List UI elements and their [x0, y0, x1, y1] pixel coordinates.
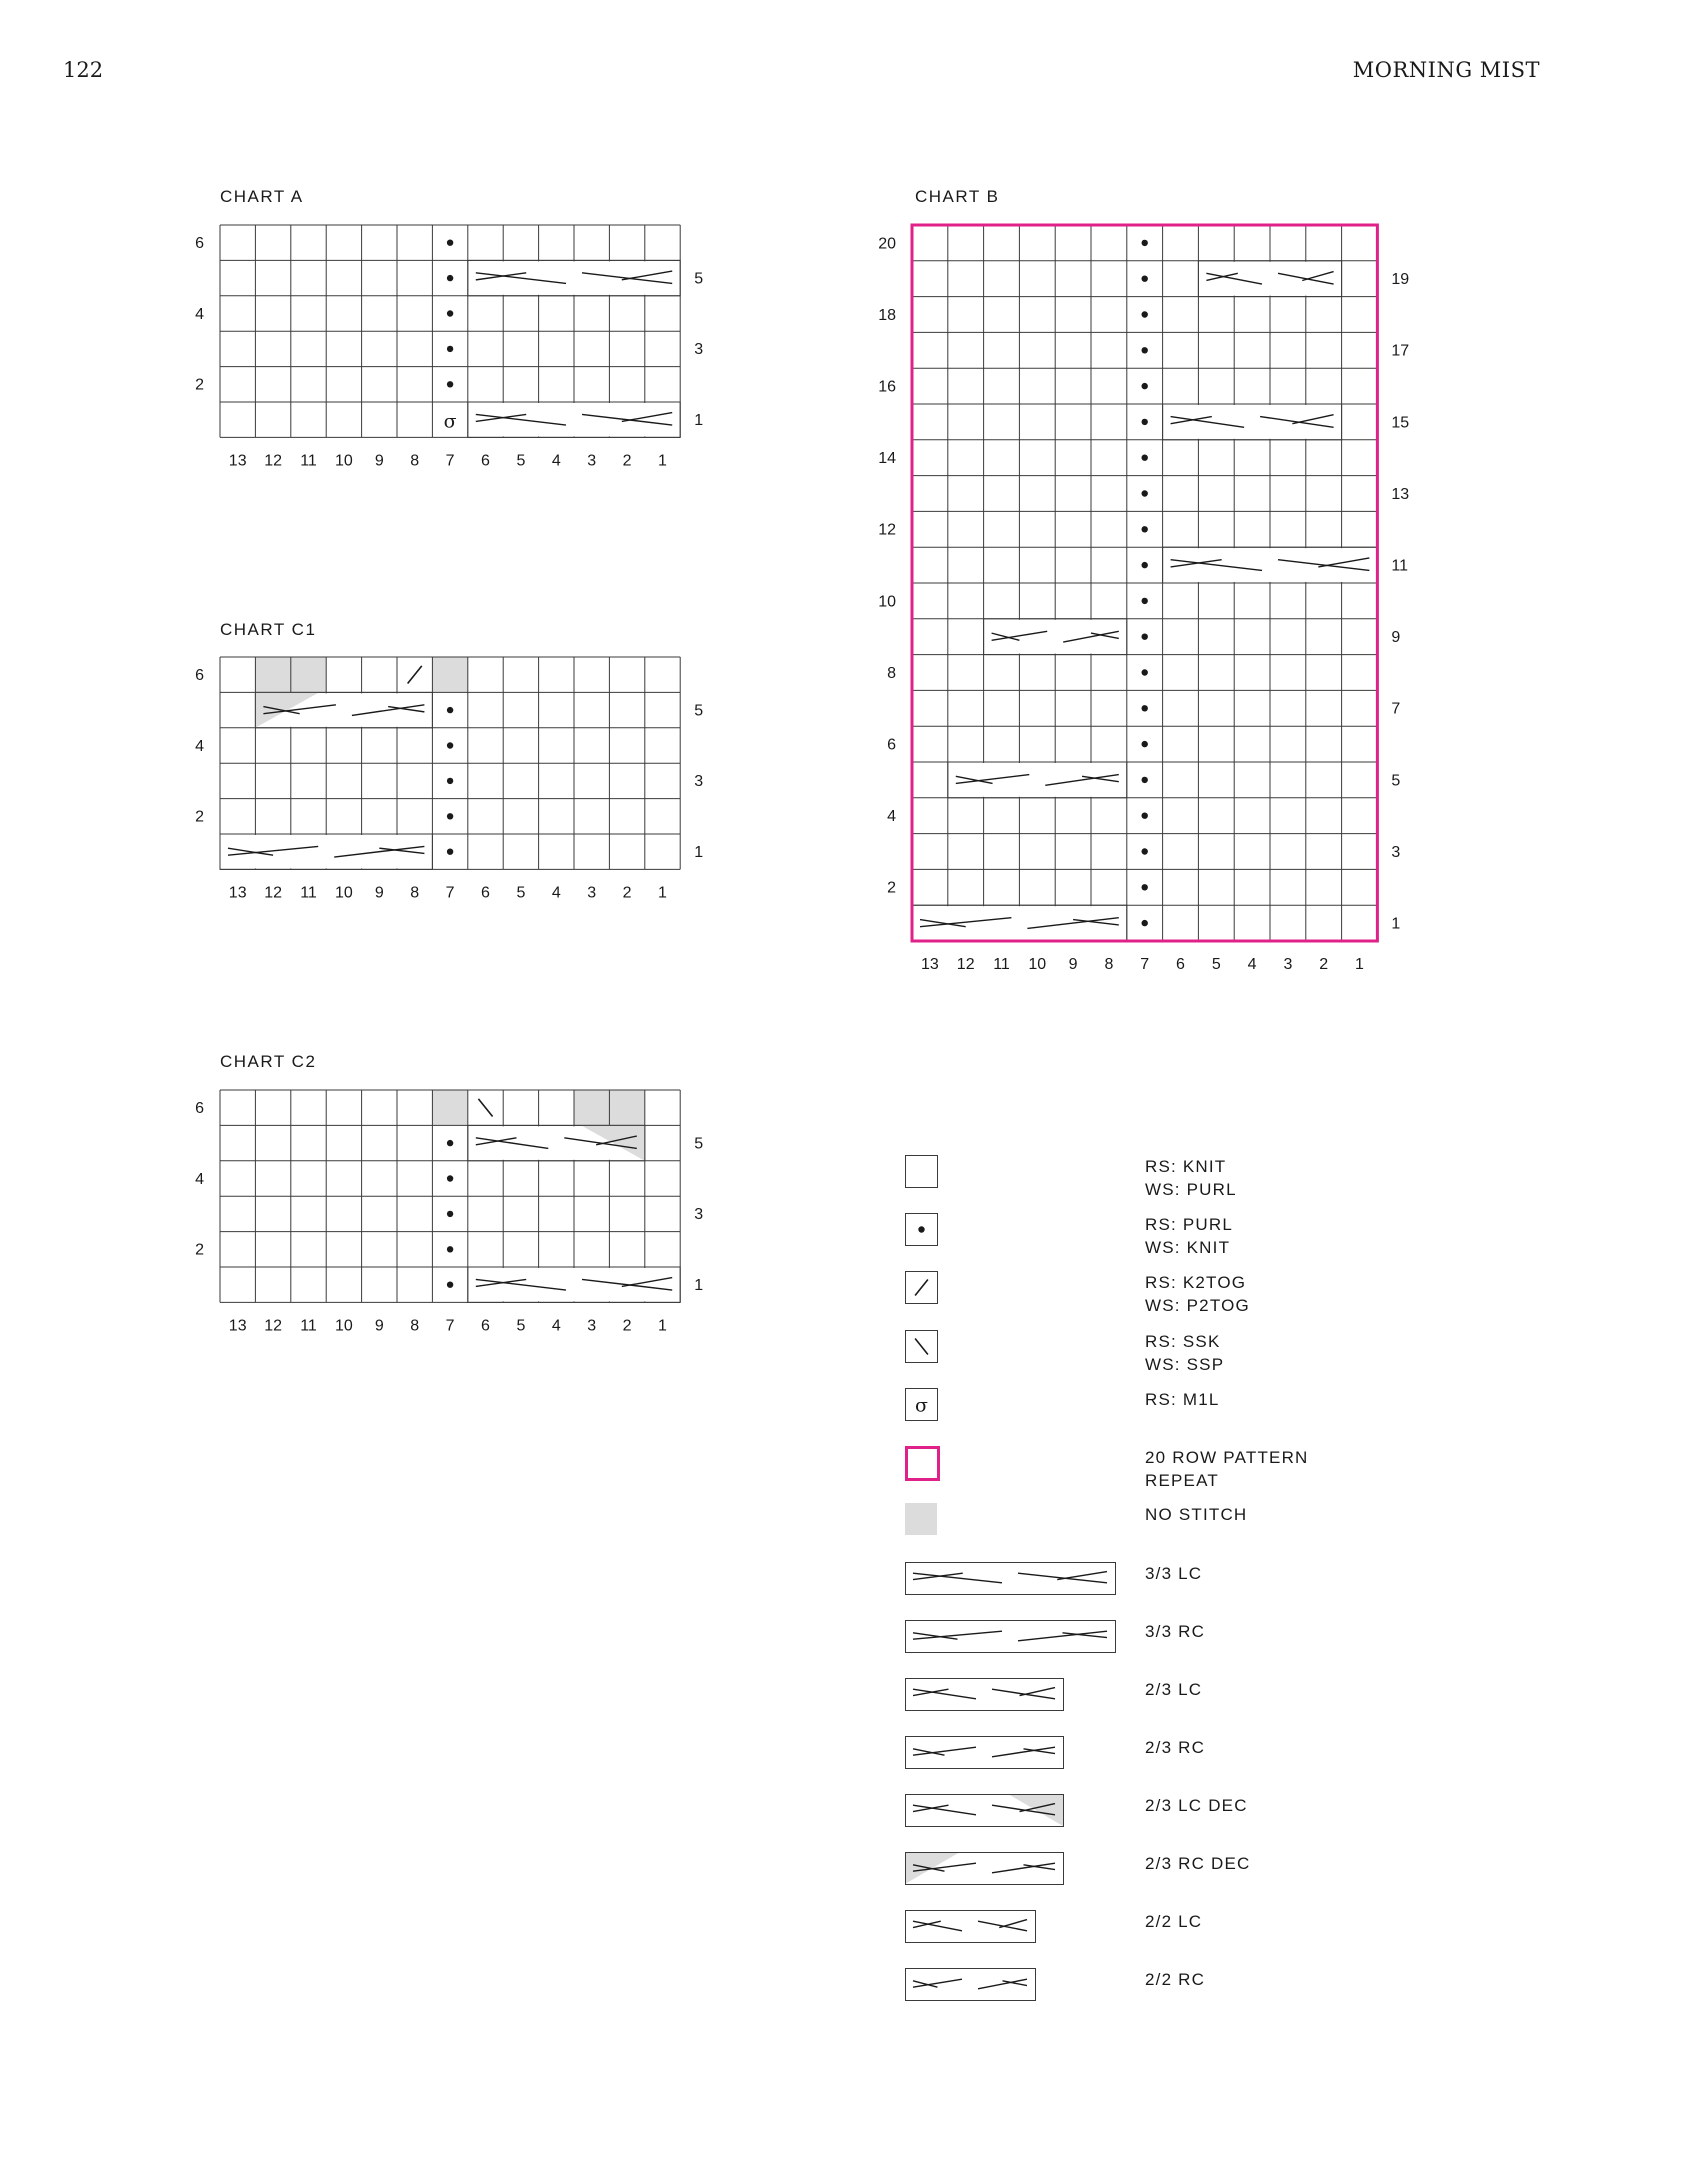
legend-item — [905, 1562, 1405, 1620]
column-label: 11 — [993, 956, 1010, 973]
column-label: 13 — [228, 1317, 247, 1335]
column-label: 11 — [300, 884, 317, 902]
legend-symbol — [905, 1794, 1125, 1834]
legend-label: 2/3 RC — [1145, 1738, 1206, 1757]
purl-dot — [918, 1226, 924, 1232]
column-label: 4 — [1247, 956, 1257, 973]
legend-label: 2/2 LC — [1145, 1912, 1203, 1931]
row-label-right: 1 — [694, 844, 704, 862]
purl-dot — [1142, 311, 1148, 317]
legend-label: 2/2 RC — [1145, 1970, 1206, 1989]
legend-symbol — [905, 1678, 1125, 1718]
dec-shading — [905, 1852, 960, 1884]
purl-dot — [1142, 347, 1148, 353]
column-label: 2 — [622, 884, 632, 902]
cable-box — [906, 1911, 1036, 1943]
legend-item — [905, 1155, 1405, 1213]
legend-symbol — [905, 1620, 1125, 1660]
row-label-right: 1 — [1391, 915, 1401, 933]
purl-dot — [1142, 383, 1148, 389]
row-label-right: 15 — [1391, 414, 1410, 432]
column-label: 12 — [264, 452, 282, 470]
legend-item — [905, 1678, 1405, 1736]
cable-stroke — [999, 1920, 1027, 1928]
chart-c2-title: CHART C2 — [220, 1052, 317, 1071]
row-label-right: 19 — [1391, 271, 1410, 289]
legend-symbol — [905, 1155, 1125, 1195]
legend-item — [905, 1213, 1405, 1271]
column-label: 3 — [1283, 956, 1293, 973]
row-label-left: 6 — [195, 667, 204, 685]
row-label-right: 1 — [694, 1277, 704, 1295]
column-label: 10 — [1028, 956, 1047, 973]
column-label: 13 — [228, 452, 247, 470]
cable-mask — [1199, 262, 1340, 296]
row-label-left: 8 — [887, 664, 896, 682]
legend-symbol — [905, 1852, 1125, 1892]
cable-stroke — [1057, 1572, 1107, 1580]
column-label: 11 — [300, 452, 317, 470]
legend-label: 2/3 RC DEC — [1145, 1854, 1251, 1873]
purl-dot — [1142, 705, 1148, 711]
ssk-slash — [478, 1099, 492, 1117]
purl-dot — [1142, 848, 1148, 854]
row-label-left: 16 — [878, 378, 896, 396]
column-label: 1 — [1355, 956, 1364, 973]
legend-symbol — [905, 1330, 1125, 1370]
row-label-left: 2 — [195, 808, 204, 826]
legend-symbol — [905, 1213, 1125, 1253]
column-label: 9 — [374, 884, 384, 902]
running-head: MORNING MIST — [1352, 58, 1540, 82]
purl-dot — [1142, 884, 1148, 890]
cable-box — [906, 1563, 1116, 1595]
legend-label: RS: PURL WS: KNIT — [1145, 1215, 1234, 1257]
column-label: 12 — [956, 956, 975, 973]
purl-dot — [447, 1211, 453, 1217]
legend-item — [905, 1271, 1405, 1329]
chart-b-title: CHART B — [915, 187, 1000, 206]
legend-item — [905, 1503, 1405, 1561]
row-label-left: 6 — [195, 235, 204, 253]
legend-symbol — [905, 1910, 1125, 1950]
column-label: 2 — [622, 452, 632, 470]
cable-stroke — [1020, 1688, 1055, 1696]
column-label: 5 — [516, 1317, 526, 1335]
row-label-right: 5 — [694, 1135, 704, 1153]
column-label: 10 — [335, 452, 353, 470]
column-label: 9 — [1068, 956, 1078, 973]
row-label-left: 12 — [878, 521, 896, 539]
legend-item — [905, 1968, 1405, 2026]
cable-mask — [1164, 405, 1341, 439]
legend-symbol — [905, 1503, 1125, 1543]
row-label-right: 13 — [1391, 485, 1410, 503]
purl-dot — [447, 1282, 453, 1288]
no-stitch-cell — [574, 1090, 609, 1125]
column-label: 8 — [410, 1317, 420, 1335]
purl-dot — [447, 1140, 453, 1146]
column-label: 3 — [587, 1317, 597, 1335]
column-label: 8 — [1104, 956, 1114, 973]
row-label-left: 6 — [195, 1100, 204, 1118]
legend-item — [905, 1330, 1405, 1388]
legend-label: 2/3 LC — [1145, 1680, 1203, 1699]
row-label-right: 7 — [1391, 700, 1401, 718]
page-number: 122 — [63, 58, 104, 82]
column-label: 2 — [1319, 956, 1329, 973]
row-label-right: 3 — [1391, 843, 1401, 861]
column-label: 1 — [658, 884, 667, 902]
column-label: 9 — [374, 452, 384, 470]
legend-item — [905, 1388, 1405, 1446]
purl-dot — [1142, 598, 1148, 604]
purl-dot — [1142, 526, 1148, 532]
cable-stroke — [1018, 1573, 1107, 1583]
column-label: 12 — [264, 884, 282, 902]
repeat-box — [907, 1448, 939, 1480]
row-label-right: 11 — [1391, 557, 1409, 575]
chart-b — [0, 0, 1420, 980]
column-label: 12 — [264, 1317, 282, 1335]
column-label: 7 — [445, 884, 455, 902]
legend-item — [905, 1910, 1405, 1968]
legend-symbol — [905, 1562, 1125, 1602]
row-label-left: 14 — [878, 450, 896, 468]
legend-symbol — [905, 1446, 1125, 1486]
row-label-left: 2 — [887, 879, 896, 897]
stitch-box — [906, 1156, 938, 1188]
legend-symbol — [905, 1271, 1125, 1311]
chart-grid — [195, 1090, 703, 1334]
row-label-right: 3 — [694, 341, 704, 359]
m1l-glyph: σ — [443, 410, 457, 433]
row-label-left: 6 — [887, 736, 896, 754]
column-label: 4 — [551, 452, 561, 470]
legend-item — [905, 1794, 1405, 1852]
purl-dot — [1142, 562, 1148, 568]
purl-dot — [1142, 741, 1148, 747]
no-stitch-box — [905, 1503, 937, 1535]
purl-dot — [1142, 634, 1148, 640]
legend-label: 2/3 LC DEC — [1145, 1796, 1248, 1815]
legend-symbol — [905, 1736, 1125, 1776]
purl-dot — [1142, 777, 1148, 783]
purl-dot — [1142, 240, 1148, 246]
no-stitch-cell — [609, 1090, 644, 1125]
row-label-right: 9 — [1391, 629, 1401, 647]
legend-symbol — [905, 1968, 1125, 2008]
column-label: 6 — [1176, 956, 1185, 973]
row-label-left: 18 — [878, 306, 896, 324]
column-label: 6 — [481, 452, 490, 470]
legend-item — [905, 1446, 1405, 1504]
legend-label: 3/3 LC — [1145, 1564, 1203, 1583]
column-label: 1 — [658, 452, 667, 470]
row-label-left: 2 — [195, 1241, 204, 1259]
column-label: 4 — [551, 884, 561, 902]
column-label: 7 — [445, 452, 455, 470]
purl-dot — [1142, 276, 1148, 282]
purl-dot — [447, 1175, 453, 1181]
row-label-left: 4 — [195, 737, 204, 755]
purl-dot — [1142, 813, 1148, 819]
row-label-right: 3 — [694, 1206, 704, 1224]
purl-dot — [1142, 920, 1148, 926]
column-label: 8 — [410, 884, 420, 902]
legend-label: 3/3 RC — [1145, 1622, 1206, 1641]
column-label: 10 — [335, 1317, 353, 1335]
cable-mask — [469, 1268, 679, 1301]
column-label: 10 — [335, 884, 353, 902]
chart-grid — [878, 225, 1409, 973]
column-label: 9 — [374, 1317, 384, 1335]
row-label-right: 3 — [694, 773, 704, 791]
legend-label: RS: SSK WS: SSP — [1145, 1332, 1225, 1374]
column-label: 4 — [551, 1317, 561, 1335]
column-label: 5 — [516, 452, 526, 470]
column-label: 7 — [445, 1317, 455, 1335]
column-label: 11 — [300, 1317, 317, 1335]
column-label: 1 — [658, 1317, 667, 1335]
chart-c1-title: CHART C1 — [220, 620, 317, 639]
purl-dot — [447, 1246, 453, 1252]
chart-a-title: CHART A — [220, 187, 304, 206]
column-label: 2 — [622, 1317, 632, 1335]
legend-label: 20 ROW PATTERN REPEAT — [1145, 1448, 1309, 1490]
m1l-glyph: σ — [915, 1394, 928, 1417]
legend-label: RS: M1L — [1145, 1390, 1220, 1409]
column-label: 7 — [1140, 956, 1150, 973]
legend-symbol — [905, 1388, 1125, 1428]
row-label-left: 10 — [878, 593, 896, 611]
no-stitch-cell — [432, 1090, 467, 1125]
legend-label: RS: KNIT WS: PURL — [1145, 1157, 1237, 1199]
row-label-right: 5 — [694, 270, 704, 288]
column-label: 3 — [587, 452, 597, 470]
row-label-left: 2 — [195, 376, 204, 394]
column-label: 13 — [228, 884, 247, 902]
column-label: 5 — [516, 884, 526, 902]
row-label-right: 5 — [1391, 772, 1401, 790]
row-label-left: 4 — [195, 305, 204, 323]
row-label-right: 1 — [694, 412, 704, 430]
purl-dot — [1142, 455, 1148, 461]
purl-dot — [1142, 490, 1148, 496]
column-label: 8 — [410, 452, 420, 470]
column-label: 6 — [481, 1317, 490, 1335]
purl-dot — [1142, 669, 1148, 675]
purl-dot — [1142, 419, 1148, 425]
legend-item — [905, 1852, 1405, 1910]
column-label: 3 — [587, 884, 597, 902]
column-label: 6 — [481, 884, 490, 902]
legend-item — [905, 1736, 1405, 1794]
k2tog-slash — [915, 1280, 928, 1296]
dec-shading — [1008, 1794, 1063, 1826]
ssk-slash — [915, 1339, 928, 1355]
cable-mask — [1164, 548, 1377, 582]
row-label-left: 20 — [878, 235, 896, 253]
row-label-right: 5 — [694, 702, 704, 720]
row-label-left: 4 — [887, 808, 896, 826]
legend-label: RS: K2TOG WS: P2TOG — [1145, 1273, 1250, 1315]
column-label: 13 — [921, 956, 939, 973]
cable-box — [906, 1679, 1064, 1711]
legend-item — [905, 1620, 1405, 1678]
legend-label: NO STITCH — [1145, 1505, 1248, 1524]
column-label: 5 — [1211, 956, 1221, 973]
row-label-right: 17 — [1391, 342, 1410, 360]
row-label-left: 4 — [195, 1170, 204, 1188]
